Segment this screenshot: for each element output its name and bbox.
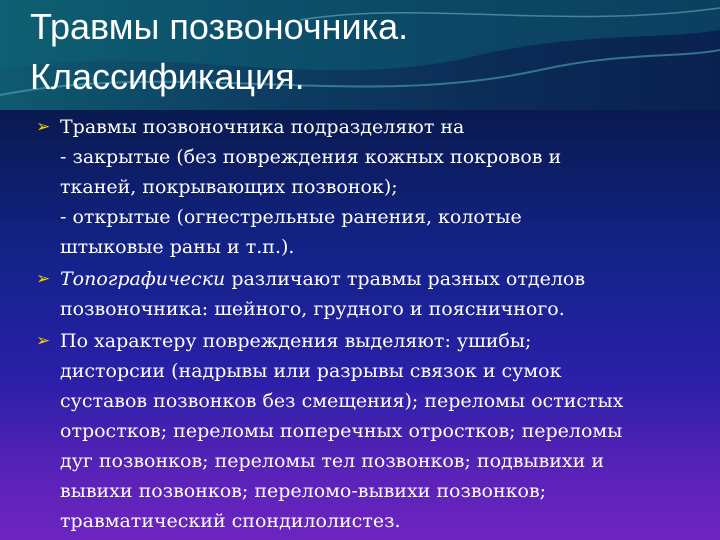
bullet-list [36, 112, 696, 538]
arrow-bullet-icon: ➢ [36, 269, 51, 289]
bullet-text [60, 326, 696, 536]
text-line: - открытые (огнестрельные ранения, колотые [60, 206, 522, 228]
text-line: По характеру повреждения выделяют: ушибы; [60, 330, 532, 352]
text-line: Травмы позвоночника подразделяют на [60, 116, 465, 138]
text-line [60, 264, 696, 294]
text-line: суставов позвонков без смещения); переломы остистых [60, 390, 624, 412]
text-fragment: различают травмы разных отделов [225, 268, 586, 290]
bullet-text [60, 112, 696, 262]
text-line: штыковые раны и т.п.). [60, 236, 295, 258]
arrow-bullet-icon: ➢ [36, 117, 51, 137]
bullet-item-1 [36, 112, 696, 262]
bullet-item-3 [36, 326, 696, 536]
bullet-text [60, 264, 696, 324]
text-line: - закрытые (без повреждения кожных покровов и [60, 146, 562, 168]
italic-term: Топографически [60, 268, 226, 290]
title-line-1: Травмы позвоночника. [30, 6, 409, 47]
title-line-2: Классификация. [30, 56, 305, 97]
slide-title [30, 2, 680, 102]
text-line: отростков; переломы поперечных отростков; переломы [60, 420, 623, 442]
text-line: дисторсии (надрывы или разрывы связок и сумок [60, 360, 562, 382]
text-line: вывихи позвонков; переломо-вывихи позвонков; [60, 480, 547, 502]
text-line: тканей, покрывающих позвонок); [60, 176, 398, 198]
arrow-bullet-icon: ➢ [36, 331, 51, 351]
text-line: травматический спондилолистез. [60, 510, 401, 532]
text-line: дуг позвонков; переломы тел позвонков; подвывихи и [60, 450, 604, 472]
text-line: позвоночника: шейного, грудного и поясничного. [60, 298, 565, 320]
bullet-item-2 [36, 264, 696, 324]
